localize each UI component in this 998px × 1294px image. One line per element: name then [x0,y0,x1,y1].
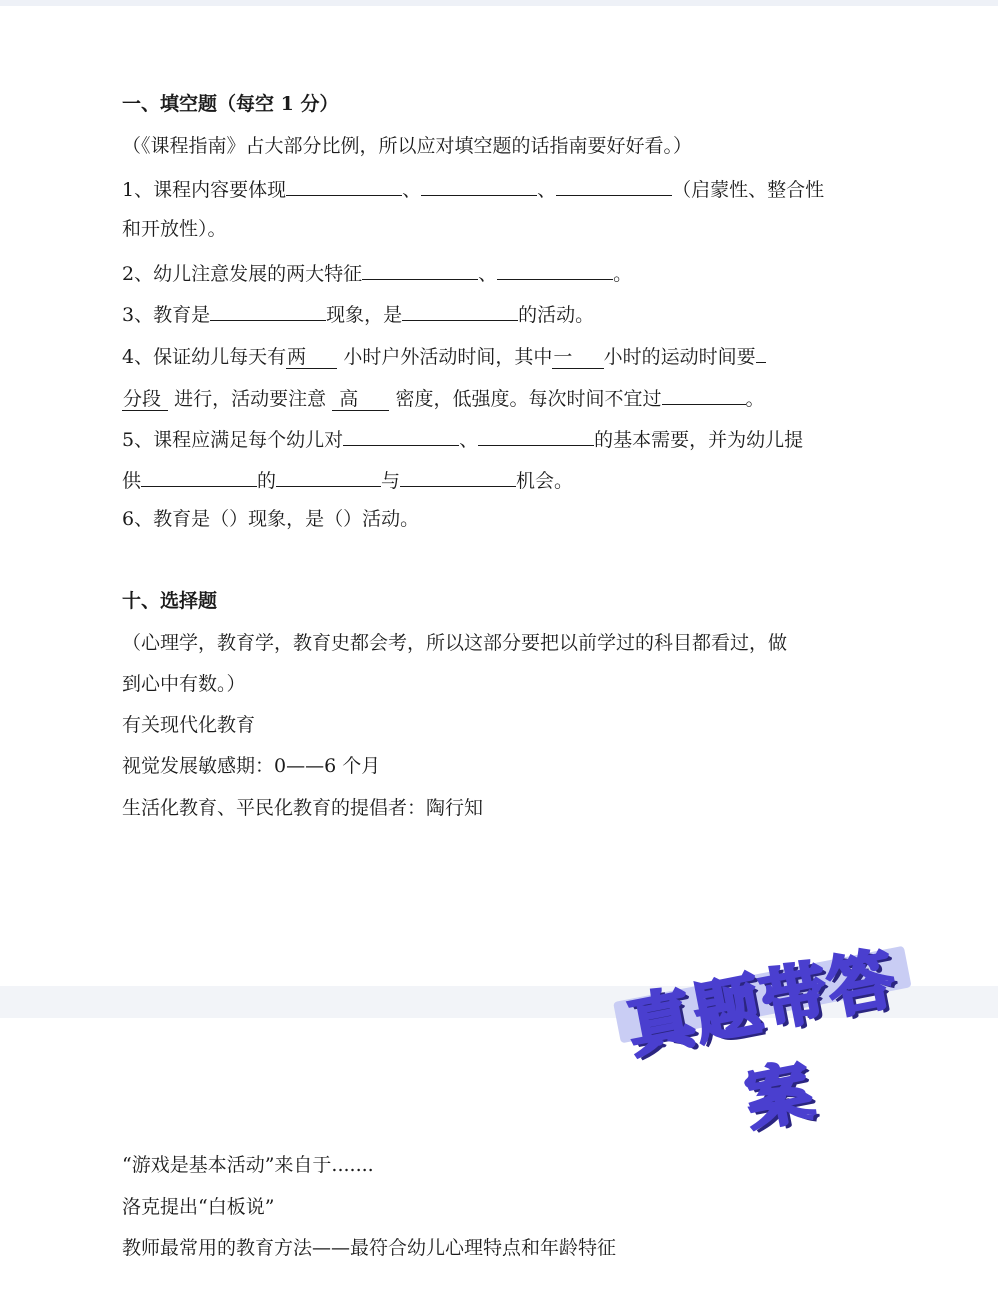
stamp-text: 真题带答案 [621,939,903,1141]
list-item: 生活化教育、平民化教育的提倡者：陶行知 [122,797,484,819]
answer-filled: 两 [286,346,337,369]
list-item: 有关现代化教育 [122,714,256,736]
blank [402,300,518,321]
blank [662,384,746,405]
blank [141,466,257,487]
question-2: 2、幼儿注意发展的两大特征 、 。 [122,259,862,286]
answer-filled: 一 [552,346,603,369]
answer-filled: 分段 [122,388,168,411]
blank [276,466,381,487]
list-item: 教师最常用的教育方法——最符合幼儿心理特点和年龄特征 [122,1237,617,1259]
blank [286,175,402,196]
blank [478,425,594,446]
question-1: 1、课程内容要体现 、 、 （启蒙性、整合性 [122,175,862,202]
question-4: 4、保证幼儿每天有两 小时户外活动时间，其中一 小时的运动时间要 [122,342,862,369]
list-item: 洛克提出“白板说” [122,1196,275,1218]
question-4-continued: 分段 进行，活动要注意 高 密度，低强度。每次时间不宜过 。 [122,384,862,411]
document-page-1 [0,6,998,986]
blank [210,300,326,321]
question-3: 3、教育是 现象，是 的活动。 [122,300,862,327]
section1-title: 一、填空题（每空 1 分） [122,93,339,115]
list-item: 视觉发展敏感期：0——6 个月 [122,755,381,777]
blank [343,425,459,446]
blank [497,259,613,280]
blank [556,175,672,196]
question-1-continued: 和开放性）。 [122,218,227,240]
section2-note-line1: （心理学，教育学，教育史都会考，所以这部分要把以前学过的科目都看过，做 [122,632,788,654]
question-6: 6、教育是（）现象，是（）活动。 [122,508,420,530]
list-item: “游戏是基本活动”来自于....... [122,1154,374,1176]
answer-filled: 高 [332,388,389,411]
blank [756,342,766,363]
blank [400,466,516,487]
blank [421,175,537,196]
section2-note-line2: 到心中有数。） [122,673,246,695]
question-5-continued: 供 的 与 机会。 [122,466,862,493]
section2-title: 十、选择题 [122,590,218,612]
section1-note: （《课程指南》占大部分比例，所以应对填空题的话指南要好好看。） [122,135,693,157]
question-5: 5、课程应满足每个幼儿对 、 的基本需要，并为幼儿提 [122,425,862,452]
blank [362,259,478,280]
